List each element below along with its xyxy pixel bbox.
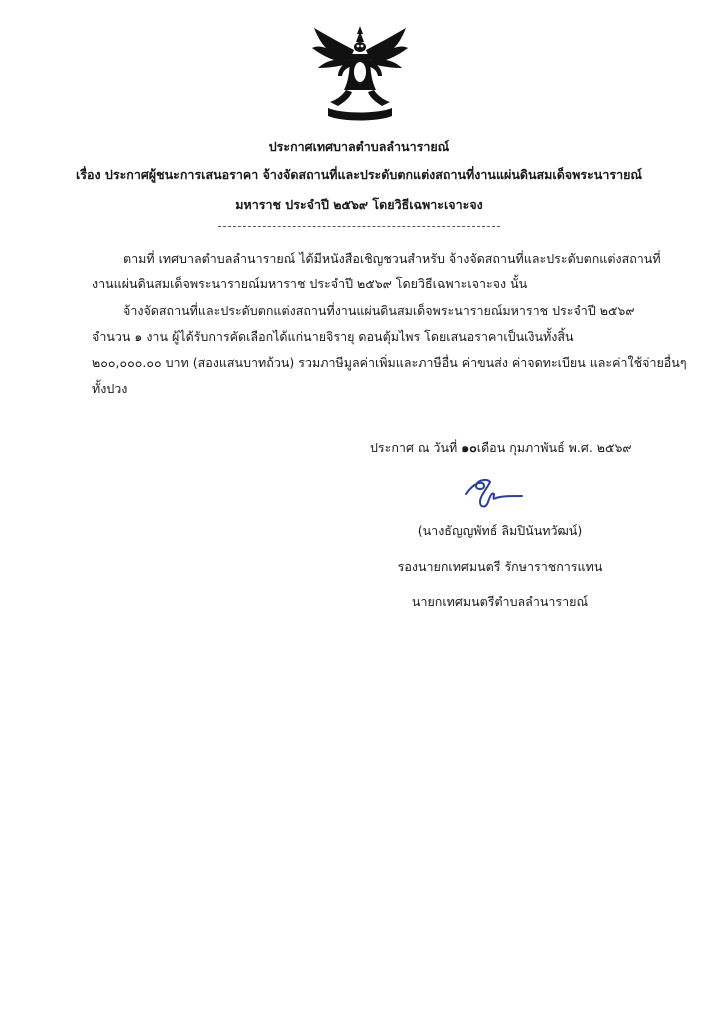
signer-name: (นางธัญญพัทธ์ ลิมปินันทวัฒน์)	[417, 523, 583, 538]
body-paragraph2-line4: ทั้งปวง	[92, 381, 128, 396]
announcement-subject-line1: เรื่อง ประกาศผู้ชนะการเสนอราคา จ้างจัดสถานที่และประดับตกแต่งสถานที่งานแผ่นดินสมเด็จพระนารายณ์	[75, 167, 643, 182]
announcement-subject-line2: มหาราช ประจำปี ๒๕๖๙ โดยวิธีเฉพาะเจาะจง	[235, 197, 483, 212]
garuda-emblem-icon	[308, 24, 412, 124]
announcement-org-title: ประกาศเทศบาลตำบลลำนารายณ์	[268, 139, 450, 154]
body-paragraph1-line2: งานแผ่นดินสมเด็จพระนารายณ์มหาราช ประจำปี ๒๕๖๙ โดยวิธีเฉพาะเจาะจง นั้น	[92, 276, 528, 291]
announcement-date-prefix: ประกาศ ณ วันที่	[370, 440, 462, 455]
body-paragraph1-line1: ตามที่ เทศบาลตำบลลำนารายณ์ ได้มีหนังสือเชิญชวนสำหรับ จ้างจัดสถานที่และประดับตกแต่งสถานที่	[123, 251, 661, 266]
body-paragraph2-line1: จ้างจัดสถานที่และประดับตกแต่งสถานที่งานแผ่นดินสมเด็จพระนารายณ์มหาราช ประจำปี ๒๕๖๙	[123, 303, 635, 318]
dashed-divider	[218, 226, 500, 227]
body-paragraph2-line3: ๒๐๐,๐๐๐.๐๐ บาท (สองแสนบาทถ้วน) รวมภาษีมูลค่าเพิ่มและภาษีอื่น ค่าขนส่ง ค่าจดทะเบียน และค่าใช้จ่ายอื่นๆ	[92, 355, 687, 370]
body-paragraph2-line2: จำนวน ๑ งาน ผู้ได้รับการคัดเลือกได้แก่นายจิรายุ ดอนตุ้มไพร โดยเสนอราคาเป็นเงินทั้งสิ้น	[92, 329, 574, 344]
announcement-date-day: ๑๐	[461, 440, 477, 455]
announcement-date	[370, 440, 632, 456]
handwritten-signature-icon	[462, 476, 530, 512]
signer-position-line2: นายกเทศมนตรีตำบลลำนารายณ์	[411, 594, 589, 609]
announcement-date-suffix: เดือน กุมภาพันธ์ พ.ศ. ๒๕๖๙	[476, 440, 632, 455]
signer-position-line1: รองนายกเทศมนตรี รักษาราชการแทน	[397, 559, 603, 574]
